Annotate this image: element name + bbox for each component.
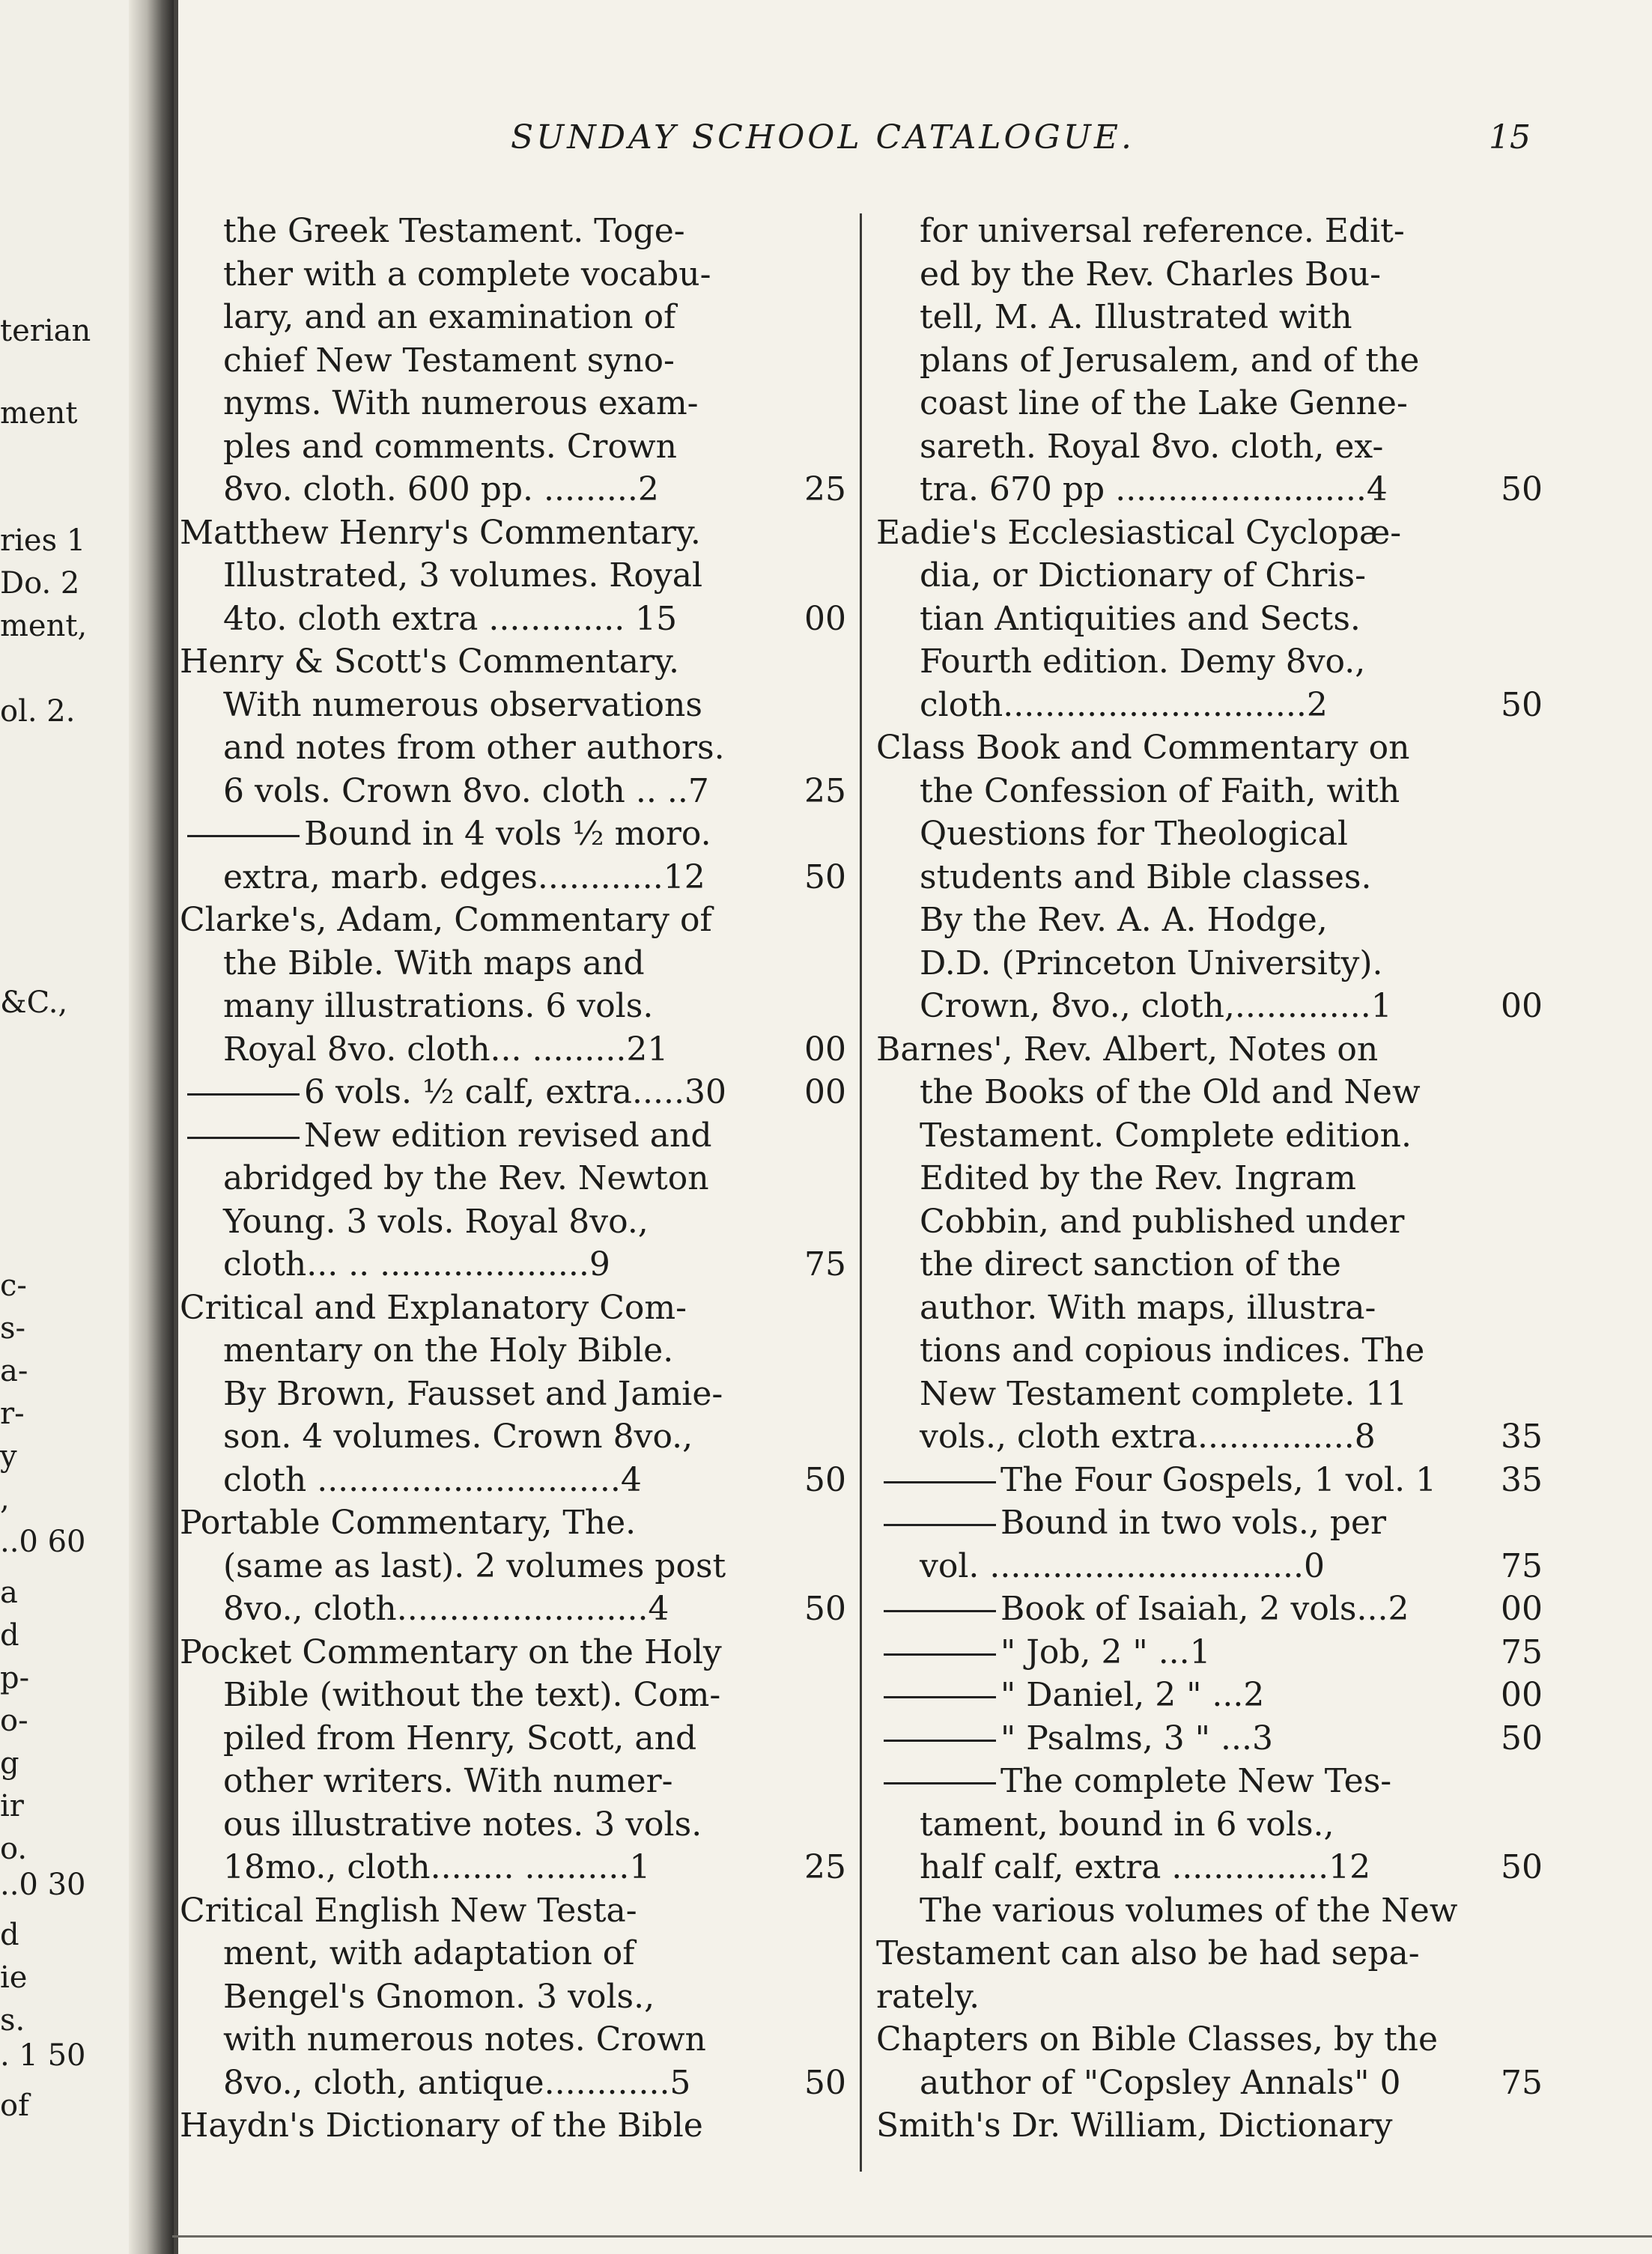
entry-text: " Daniel, 2 " ...2 xyxy=(1000,1676,1265,1714)
catalogue-entry-title-line xyxy=(876,1028,1543,1072)
left-page-fragment: ment xyxy=(0,396,78,431)
entry-text: lary, and an examination of xyxy=(223,298,676,336)
entry-text: Eadie's Ecclesiastical Cyclopæ- xyxy=(876,513,1402,552)
entry-text: ples and comments. Crown xyxy=(223,427,677,466)
catalogue-entry-line xyxy=(180,1071,846,1114)
entry-text: ed by the Rev. Charles Bou- xyxy=(920,255,1381,294)
entry-text: 6 vols. ½ calf, extra.....30 xyxy=(304,1073,726,1111)
left-page-fragment: a- xyxy=(0,1354,28,1388)
catalogue-entry-line xyxy=(876,1329,1543,1373)
price-cents: 35 xyxy=(1501,1418,1543,1456)
catalogue-entry-title-line xyxy=(876,2104,1543,2148)
price-cents: 50 xyxy=(804,1590,846,1628)
catalogue-entry-title-line xyxy=(180,1631,846,1674)
catalogue-entry-line xyxy=(180,1717,846,1761)
entry-text: with numerous notes. Crown xyxy=(223,2020,706,2059)
catalogue-entry-line xyxy=(876,468,1543,511)
left-page-fragment: ir xyxy=(0,1789,24,1823)
left-page-fragment: ries 1 xyxy=(0,523,86,558)
left-page-fragment: &C., xyxy=(0,985,68,1020)
entry-text: Bound in two vols., per xyxy=(1000,1504,1387,1542)
catalogue-entry-line xyxy=(180,554,846,598)
left-page-fragment: p- xyxy=(0,1661,30,1695)
left-page-fragment: terian xyxy=(0,314,91,348)
catalogue-entry-line xyxy=(180,2062,846,2105)
catalogue-entry-line xyxy=(876,1717,1543,1761)
entry-text: Class Book and Commentary on xyxy=(876,729,1410,767)
entry-text: Young. 3 vols. Royal 8vo., xyxy=(223,1202,649,1241)
price-cents: 50 xyxy=(804,1460,846,1499)
entry-text: Royal 8vo. cloth... .........21 xyxy=(223,1030,669,1069)
catalogue-entry-line xyxy=(876,640,1543,684)
entry-text: Critical and Explanatory Com- xyxy=(180,1288,687,1327)
entry-text: extra, marb. edges............12 xyxy=(223,857,705,896)
catalogue-entry-line xyxy=(180,253,846,297)
left-page-fragment: g xyxy=(0,1746,19,1781)
catalogue-entry-line xyxy=(180,1373,846,1416)
catalogue-entry-line xyxy=(180,856,846,899)
entry-text: Fourth edition. Demy 8vo., xyxy=(920,643,1366,681)
catalogue-entry-line xyxy=(180,1200,846,1244)
price-cents: 00 xyxy=(1501,1590,1543,1628)
price-cents: 00 xyxy=(804,1030,846,1069)
entry-text: Crown, 8vo., cloth,.............1 xyxy=(920,987,1392,1025)
page-edge-shadow xyxy=(174,0,178,2254)
catalogue-entry-line xyxy=(876,554,1543,598)
catalogue-entry-title-line xyxy=(180,1501,846,1545)
catalogue-entry-line xyxy=(876,1200,1543,1244)
entry-text: Edited by the Rev. Ingram xyxy=(920,1159,1356,1197)
catalogue-entry-line xyxy=(876,812,1543,856)
entry-text: students and Bible classes. xyxy=(920,857,1372,896)
left-page-fragment: . 1 50 xyxy=(0,2038,86,2073)
page-gutter xyxy=(129,0,174,2254)
left-page-fragment: d xyxy=(0,1618,19,1653)
left-page-fragment: ment, xyxy=(0,609,88,643)
catalogue-entry-line xyxy=(180,1846,846,1889)
entry-text: 6 vols. Crown 8vo. cloth .. ..7 xyxy=(223,771,709,810)
entry-text: other writers. With numer- xyxy=(223,1762,673,1800)
catalogue-entry-line xyxy=(180,468,846,511)
entry-text: the Bible. With maps and xyxy=(223,944,645,982)
catalogue-entry-line xyxy=(180,339,846,383)
price-cents: 25 xyxy=(804,1848,846,1886)
left-page-fragment: ie xyxy=(0,1960,28,1995)
price-cents: 25 xyxy=(804,771,846,810)
entry-text: author. With maps, illustra- xyxy=(920,1288,1376,1327)
ditto-dash xyxy=(884,1481,996,1483)
catalogue-entry-line xyxy=(876,856,1543,899)
price-cents: 75 xyxy=(1501,2063,1543,2102)
left-page-fragment: s. xyxy=(0,2003,25,2038)
entry-text: mentary on the Holy Bible. xyxy=(223,1331,674,1370)
catalogue-entry-title-line xyxy=(180,640,846,684)
entry-text: 18mo., cloth........ ..........1 xyxy=(223,1848,651,1886)
catalogue-entry-title-line xyxy=(180,899,846,942)
entry-text: Testament can also be had sepa- xyxy=(876,1934,1420,1972)
entry-text: piled from Henry, Scott, and xyxy=(223,1719,697,1758)
catalogue-entry-line xyxy=(180,1415,846,1459)
catalogue-entry-title-line xyxy=(876,2018,1543,2062)
catalogue-entry-line xyxy=(180,382,846,425)
ditto-dash xyxy=(187,835,300,837)
catalogue-entry-line xyxy=(876,942,1543,985)
bottom-page-edge xyxy=(172,2235,1652,2238)
catalogue-entry-line xyxy=(180,598,846,641)
catalogue-entry-line xyxy=(876,1631,1543,1674)
catalogue-entry-line xyxy=(876,1588,1543,1631)
catalogue-entry-title-line xyxy=(180,511,846,555)
catalogue-entry-line xyxy=(876,1071,1543,1114)
price-cents: 00 xyxy=(804,599,846,638)
catalogue-entry-line xyxy=(180,425,846,469)
catalogue-entry-line xyxy=(876,296,1543,339)
entry-text: Bound in 4 vols ½ moro. xyxy=(304,815,711,853)
catalogue-entry-line xyxy=(180,1932,846,1975)
ditto-dash xyxy=(884,1696,996,1698)
catalogue-entry-line xyxy=(876,1501,1543,1545)
entry-text: By Brown, Fausset and Jamie- xyxy=(223,1374,723,1413)
entry-text: tra. 670 pp ........................4 xyxy=(920,470,1388,508)
catalogue-entry-line xyxy=(180,770,846,813)
left-page-fragment: ..0 60 xyxy=(0,1525,86,1559)
catalogue-entry-line xyxy=(876,253,1543,297)
entry-text: Clarke's, Adam, Commentary of xyxy=(180,901,712,939)
price-cents: 25 xyxy=(804,470,846,508)
entry-text: chief New Testament syno- xyxy=(223,341,675,380)
entry-text: vols., cloth extra...............8 xyxy=(920,1418,1376,1456)
entry-text: tions and copious indices. The xyxy=(920,1331,1425,1370)
price-cents: 35 xyxy=(1501,1460,1543,1499)
catalogue-entry-line xyxy=(180,942,846,985)
entry-text: cloth .............................4 xyxy=(223,1460,642,1499)
entry-text: With numerous observations xyxy=(223,685,702,724)
catalogue-entry-line xyxy=(876,684,1543,727)
previous-page-edge xyxy=(0,0,142,2254)
entry-text: Pocket Commentary on the Holy xyxy=(180,1632,722,1671)
left-page-fragment: ol. 2. xyxy=(0,694,76,729)
ditto-dash xyxy=(187,1093,300,1096)
catalogue-entry-line xyxy=(876,2062,1543,2105)
catalogue-entry-line xyxy=(876,1157,1543,1200)
catalogue-entry-line xyxy=(876,985,1543,1028)
entry-text: cloth... .. ....................9 xyxy=(223,1245,610,1284)
entry-text: ment, with adaptation of xyxy=(223,1934,635,1972)
price-cents: 50 xyxy=(1501,1848,1543,1886)
entry-text: D.D. (Princeton University). xyxy=(920,944,1383,982)
entry-text: The various volumes of the New xyxy=(920,1891,1458,1930)
catalogue-entry-line xyxy=(876,1373,1543,1416)
price-cents: 75 xyxy=(1501,1632,1543,1671)
left-page-fragment: a xyxy=(0,1576,18,1610)
entry-text: many illustrations. 6 vols. xyxy=(223,987,654,1025)
entry-text: dia, or Dictionary of Chris- xyxy=(920,556,1366,595)
catalogue-entry-line xyxy=(180,1157,846,1200)
entry-text: rately. xyxy=(876,1977,980,2016)
catalogue-entry-line xyxy=(180,296,846,339)
entry-text: 8vo., cloth, antique............5 xyxy=(223,2063,691,2102)
entry-text: 8vo. cloth. 600 pp. .........2 xyxy=(223,470,659,508)
catalogue-entry-line xyxy=(876,899,1543,942)
catalogue-entry-line xyxy=(876,382,1543,425)
catalogue-entry-line xyxy=(876,1760,1543,1803)
left-page-fragment: of xyxy=(0,2089,29,2123)
left-page-fragment: s- xyxy=(0,1311,26,1346)
entry-text: nyms. With numerous exam- xyxy=(223,384,699,422)
entry-text: tament, bound in 6 vols., xyxy=(920,1805,1334,1844)
entry-text: vol. ..............................0 xyxy=(920,1546,1325,1585)
catalogue-entry-title-line xyxy=(876,726,1543,770)
left-page-fragment: , xyxy=(0,1482,10,1516)
entry-text: Illustrated, 3 volumes. Royal xyxy=(223,556,703,595)
entry-text: tian Antiquities and Sects. xyxy=(920,599,1361,638)
catalogue-entry-title-line xyxy=(876,1932,1543,1975)
price-cents: 75 xyxy=(1501,1546,1543,1585)
catalogue-entry-line xyxy=(180,1975,846,2019)
catalogue-entry-line xyxy=(876,1545,1543,1588)
ditto-dash xyxy=(884,1524,996,1526)
column-rule xyxy=(860,213,862,2172)
right-column xyxy=(876,210,1543,2148)
catalogue-entry-title-line xyxy=(180,2104,846,2148)
entry-text: " Psalms, 3 " ...3 xyxy=(1000,1719,1273,1758)
entry-text: coast line of the Lake Genne- xyxy=(920,384,1408,422)
entry-text: 8vo., cloth........................4 xyxy=(223,1590,669,1628)
entry-text: and notes from other authors. xyxy=(223,729,725,767)
entry-text: 4to. cloth extra ............. 15 xyxy=(223,599,678,638)
catalogue-entry-line xyxy=(876,598,1543,641)
entry-text: Bengel's Gnomon. 3 vols., xyxy=(223,1977,655,2016)
left-page-fragment: Do. 2 xyxy=(0,566,80,601)
entry-text: Matthew Henry's Commentary. xyxy=(180,513,701,552)
catalogue-entry-line xyxy=(180,684,846,727)
catalogue-entry-line xyxy=(180,1674,846,1717)
catalogue-entry-line xyxy=(876,1287,1543,1330)
entry-text: sareth. Royal 8vo. cloth, ex- xyxy=(920,427,1384,466)
catalogue-entry-line xyxy=(876,339,1543,383)
catalogue-entry-line xyxy=(180,1114,846,1158)
entry-text: Critical English New Testa- xyxy=(180,1891,637,1930)
catalogue-entry-line xyxy=(180,1243,846,1287)
entry-text: Testament. Complete edition. xyxy=(920,1116,1412,1155)
catalogue-entry-title-line xyxy=(180,1287,846,1330)
catalogue-entry-title-line xyxy=(876,511,1543,555)
catalogue-entry-line xyxy=(180,985,846,1028)
catalogue-entry-line xyxy=(876,1889,1543,1933)
left-page-fragment: r- xyxy=(0,1397,25,1431)
entry-text: New Testament complete. 11 xyxy=(920,1374,1408,1413)
entry-text: Smith's Dr. William, Dictionary xyxy=(876,2106,1393,2145)
left-page-fragment: c- xyxy=(0,1269,27,1303)
entry-text: author of "Copsley Annals" 0 xyxy=(920,2063,1401,2102)
ditto-dash xyxy=(884,1653,996,1656)
catalogue-entry-line xyxy=(876,1846,1543,1889)
catalogue-entry-line xyxy=(876,1114,1543,1158)
catalogue-entry-line xyxy=(180,210,846,253)
entry-text: the Books of the Old and New xyxy=(920,1073,1421,1111)
entry-text: Barnes', Rev. Albert, Notes on xyxy=(876,1030,1379,1069)
ditto-dash xyxy=(187,1137,300,1139)
entry-text: cloth.............................2 xyxy=(920,685,1328,724)
catalogue-entry-line xyxy=(180,812,846,856)
catalogue-entry-line xyxy=(180,1588,846,1631)
ditto-dash xyxy=(884,1740,996,1742)
price-cents: 50 xyxy=(804,2063,846,2102)
entry-text: Book of Isaiah, 2 vols...2 xyxy=(1000,1590,1409,1628)
running-header: SUNDAY SCHOOL CATALOGUE. xyxy=(511,118,1135,157)
left-page-fragment: ..0 30 xyxy=(0,1868,86,1902)
price-cents: 00 xyxy=(1501,987,1543,1025)
left-page-fragment: d xyxy=(0,1918,19,1952)
ditto-dash xyxy=(884,1610,996,1612)
catalogue-entry-line xyxy=(180,1329,846,1373)
entry-text: Bible (without the text). Com- xyxy=(223,1676,721,1714)
entry-text: son. 4 volumes. Crown 8vo., xyxy=(223,1418,693,1456)
entry-text: the direct sanction of the xyxy=(920,1245,1341,1284)
entry-text: Haydn's Dictionary of the Bible xyxy=(180,2106,703,2145)
entry-text: ther with a complete vocabu- xyxy=(223,255,711,294)
catalogue-entry-line xyxy=(180,1545,846,1588)
entry-text: Henry & Scott's Commentary. xyxy=(180,643,680,681)
ditto-dash xyxy=(884,1782,996,1784)
entry-text: abridged by the Rev. Newton xyxy=(223,1159,709,1197)
price-cents: 50 xyxy=(804,857,846,896)
catalogue-entry-line xyxy=(876,770,1543,813)
catalogue-entry-line xyxy=(876,1243,1543,1287)
left-column xyxy=(180,210,846,2148)
page-number: 15 xyxy=(1489,118,1531,157)
price-cents: 00 xyxy=(1501,1676,1543,1714)
catalogue-entry-line xyxy=(180,1803,846,1847)
entry-text: Cobbin, and published under xyxy=(920,1202,1405,1241)
entry-text: (same as last). 2 volumes post xyxy=(223,1546,726,1585)
catalogue-entry-line xyxy=(180,2018,846,2062)
entry-text: By the Rev. A. A. Hodge, xyxy=(920,901,1328,939)
entry-text: The complete New Tes- xyxy=(1000,1762,1392,1800)
left-page-fragment: o. xyxy=(0,1832,28,1866)
price-cents: 75 xyxy=(804,1245,846,1284)
price-cents: 50 xyxy=(1501,1719,1543,1758)
left-page-fragment: y xyxy=(0,1439,17,1474)
catalogue-entry-title-line xyxy=(876,1975,1543,2019)
entry-text: ous illustrative notes. 3 vols. xyxy=(223,1805,702,1844)
entry-text: " Job, 2 " ...1 xyxy=(1000,1632,1211,1671)
entry-text: half calf, extra ...............12 xyxy=(920,1848,1371,1886)
catalogue-entry-line xyxy=(876,1459,1543,1502)
price-cents: 50 xyxy=(1501,685,1543,724)
catalogue-entry-line xyxy=(180,1459,846,1502)
catalogue-entry-line xyxy=(876,425,1543,469)
catalogue-entry-line xyxy=(876,1674,1543,1717)
catalogue-entry-line xyxy=(876,1803,1543,1847)
price-cents: 50 xyxy=(1501,470,1543,508)
catalogue-entry-title-line xyxy=(180,1889,846,1933)
entry-text: the Confession of Faith, with xyxy=(920,771,1400,810)
entry-text: plans of Jerusalem, and of the xyxy=(920,341,1420,380)
entry-text: tell, M. A. Illustrated with xyxy=(920,298,1352,336)
catalogue-entry-line xyxy=(876,210,1543,253)
catalogue-entry-line xyxy=(180,1760,846,1803)
catalogue-entry-line xyxy=(876,1415,1543,1459)
entry-text: for universal reference. Edit- xyxy=(920,212,1405,250)
entry-text: Portable Commentary, The. xyxy=(180,1504,637,1542)
entry-text: Questions for Theological xyxy=(920,815,1348,853)
catalogue-entry-line xyxy=(180,1028,846,1072)
entry-text: Chapters on Bible Classes, by the xyxy=(876,2020,1438,2059)
entry-text: The Four Gospels, 1 vol. 1 xyxy=(1000,1460,1437,1499)
left-page-fragment: o- xyxy=(0,1704,28,1738)
entry-text: the Greek Testament. Toge- xyxy=(223,212,685,250)
price-cents: 00 xyxy=(804,1073,846,1111)
entry-text: New edition revised and xyxy=(304,1116,712,1155)
catalogue-entry-line xyxy=(180,726,846,770)
